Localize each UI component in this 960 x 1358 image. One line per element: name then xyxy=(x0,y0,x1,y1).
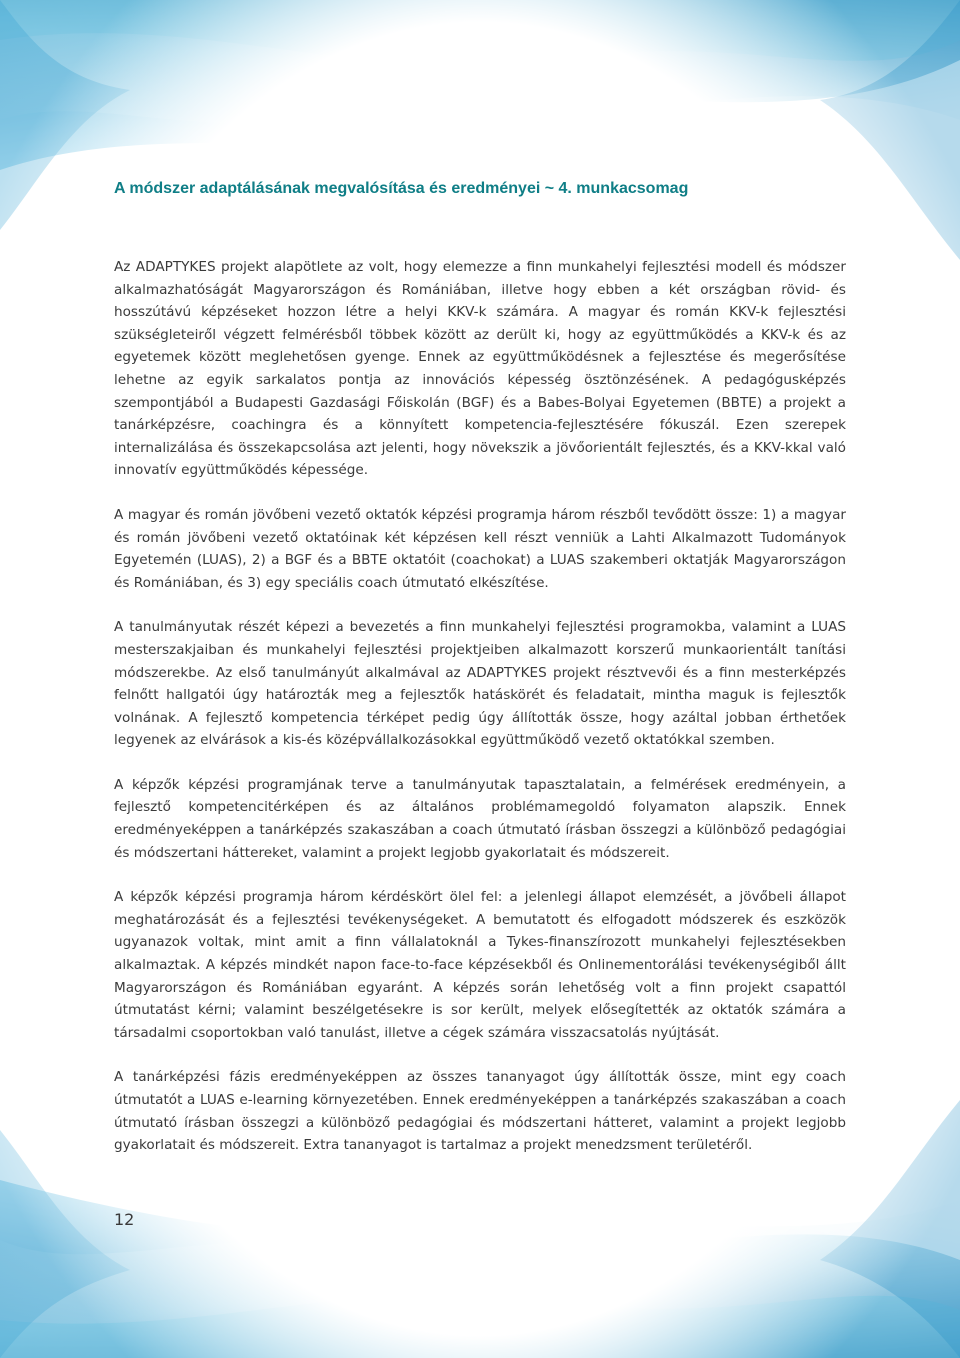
section-heading: A módszer adaptálásának megvalósítása és eredményei ~ 4. munkacsomag xyxy=(114,180,689,197)
paragraph-1: Az ADAPTYKES projekt alapötlete az volt, hogy elemezze a finn munkahelyi fejlesztési modell és módszer alkalmazhatóságát Magyarországon és Romániában, illetve hogy ebben a két országban rövid- és hosszútávú képzéseket hozzon létre a helyi KKV-k számára. A magyar és román KKV-k fejlesztési szükségleteiről végzett felmérésből többek között az derült ki, hogy az együttműködés a KKV-k és az egyetemek között meglehetősen gyenge. Ennek az együttműködésnek a fejlesztése és megerősítése lehetne az egyik sarkalatos pontja az innovációs képesség ösztönzésének. A pedagógusképzés szempontjából a Budapesti Gazdasági Főiskolán (BGF) és a Babes-Bolyai Egyetemen (BBTE) a projekt a tanárképzésre, coachingra és a könnyített kompetencia-fejlesztésére fókuszál. Ezen szerepek internalizálása és összekapcsolása azt jelenti, hogy növekszik a jövőorientált fejlesztés, és a KKV-kkal való innovatív együttműködés képessége. xyxy=(114,259,846,479)
paragraph-4: A képzők képzési programjának terve a tanulmányutak tapasztalatain, a felmérések eredményein, a fejlesztő kompetencitérképen és az általános problémamegoldó folyamaton alapszik. Ennek eredményeképpen a tanárképzés szakaszában a coach útmutató írásban összegzi a különböző pedagógiai és módszertani háttereket, valamint a projekt legjobb gyakorlatait és módszereit. xyxy=(114,776,846,861)
paragraph-2: A magyar és román jövőbeni vezető oktatók képzési programja három részből tevődött össze: 1) a magyar és román jövőbeni vezető oktatóinak két képzésen kell részt venniük a Lahti Alkalmazott Tudományok Egyetemén (LUAS), 2) a BGF és a BBTE oktatóit (coachokat) a LUAS szakemberi oktatják Magyarországon és Romániában, és 3) egy speciális coach útmutató elkészítése. xyxy=(114,506,846,591)
paragraph-6: A tanárképzési fázis eredményeképpen az összes tananyagot úgy állították össze, mint egy coach útmutatót a LUAS e-learning környezetében. Ennek eredményeképpen a tanárképzés szakaszában a coach útmutató írásban összegzi a különböző pedagógiai és módszertani hátteret, valamint a projekt legjobb gyakorlatait és módszereit. Extra tananyagot is tartalmaz a projekt menedzsment területéről. xyxy=(114,1069,846,1154)
paragraph-5: A képzők képzési programja három kérdéskört ölel fel: a jelenlegi állapot elemzését, a jövőbeli állapot meghatározását és a fejlesztési tevékenységeket. A bemutatott és elfogadott módszerek és eszközök ugyanazok voltak, mint amit a finn vállalatoknál a Tykes-finanszírozott munkahelyi fejlesztésekben alkalmaztak. A képzés mindkét napon face-to-face képzésekből és Onlinementorálási tevékenységiből állt Magyarországon és Romániában egyaránt. A képzés során lehetőség volt a finn projekt csapattól útmutatást kérni; valamint beszélgetésekre is sor került, melyek elősegítették az oktatók számára a társadalmi csoportokban való tanulást, illetve a cégek számára visszacsatolás nyújtását. xyxy=(114,889,846,1041)
page-number: 12 xyxy=(114,1210,135,1229)
paragraph-3: A tanulmányutak részét képezi a bevezetés a finn munkahelyi fejlesztési programokba, valamint a LUAS mesterszakjaiban és munkahelyi fejlesztési projektjeiben alkalmazott korszerű munkaorientált tanítási módszerekbe. Az első tanulmányút alkalmával az ADAPTYKES projekt résztvevői és a finn mesterképzés felnőtt hallgatói úgy határozták meg a fejlesztők hatáskörét és feladatait, mintha maguk is fejlesztők volnának. A fejlesztő kompetencia térképet pedig úgy állították össze, hogy azáltal jobban érthetőek legyenek az elvárások a kis-és középvállalkozásokkal együttműködő vezető oktatókkal szemben. xyxy=(114,619,846,749)
document-body xyxy=(114,178,846,1179)
